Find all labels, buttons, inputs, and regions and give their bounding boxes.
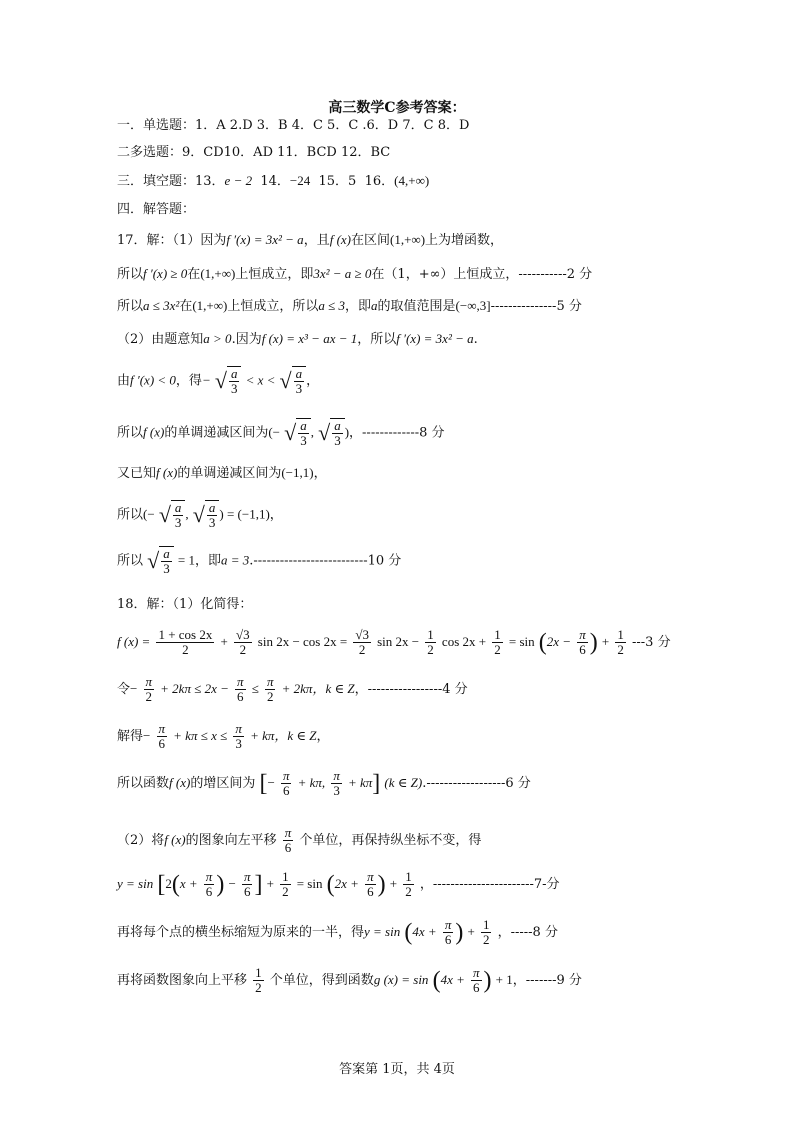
text: 又已知 bbox=[117, 466, 157, 481]
text: 所以 bbox=[117, 299, 144, 314]
text: 17．解：（1）因为 bbox=[117, 233, 227, 248]
denominator: 3 bbox=[334, 433, 341, 448]
numerator: 1 bbox=[617, 627, 624, 642]
formula: − bbox=[228, 876, 236, 891]
sqrt-a-over-3: √ $\frac{a}{3}$ bbox=[147, 546, 174, 576]
formula: a = 3 bbox=[220, 552, 250, 568]
numerator: a bbox=[163, 546, 170, 561]
text: .因为 bbox=[231, 332, 262, 347]
formula: , bbox=[310, 424, 314, 440]
denominator: 2 bbox=[405, 884, 412, 899]
formula: 2x + bbox=[334, 876, 359, 891]
text: 的取值范围是 bbox=[377, 299, 456, 314]
denominator: 2 bbox=[255, 980, 262, 995]
formula: (1,+∞) bbox=[200, 266, 236, 281]
denominator: 2 bbox=[427, 642, 434, 657]
formula: (− bbox=[268, 424, 280, 440]
formula: a > 0 bbox=[203, 331, 232, 346]
denominator: 2 bbox=[239, 642, 247, 657]
p18-line-8: 再将每个点的横坐标缩短为原来的一半，得y = sin (4x + $\frac{\pi}{6}$ ) + $\frac{1}{2}$ ，-----8 分 bbox=[117, 917, 558, 947]
p17-line-1 bbox=[117, 231, 503, 250]
formula: = 1 bbox=[177, 552, 195, 568]
formula: f (x) = x³ − ax − 1 bbox=[261, 331, 358, 346]
numerator: 1 bbox=[282, 869, 289, 884]
numerator: 1 bbox=[405, 869, 412, 884]
formula: ≤ bbox=[251, 681, 259, 696]
text: （2）将 bbox=[117, 833, 165, 848]
text: ---------------5 分 bbox=[490, 299, 582, 314]
denominator: 6 bbox=[237, 689, 244, 704]
denominator: 3 bbox=[230, 381, 238, 396]
formula: + bbox=[220, 634, 228, 649]
formula: f (x) bbox=[169, 775, 191, 790]
denominator: 2 bbox=[282, 884, 289, 899]
denominator: 3 bbox=[235, 736, 242, 751]
text: ，即 bbox=[194, 553, 221, 569]
formula: x + bbox=[179, 876, 198, 891]
numerator: π bbox=[237, 674, 244, 689]
label-14: 14． bbox=[260, 174, 290, 189]
formula: f (x) bbox=[164, 832, 186, 847]
text: 个单位，得到函数 bbox=[269, 973, 374, 988]
p18-line-3 bbox=[117, 675, 468, 704]
text: 的图象向左平移 bbox=[185, 833, 277, 848]
formula: + kπ bbox=[347, 775, 373, 790]
sqrt-a-over-3: √ $\frac{a}{3}$ bbox=[318, 418, 345, 448]
formula: (1,+∞) bbox=[192, 298, 228, 313]
fraction bbox=[365, 870, 376, 899]
denominator: 6 bbox=[205, 884, 213, 899]
formula: a ≤ 3x² bbox=[143, 298, 180, 313]
numerator: √3 bbox=[236, 627, 250, 642]
text: 所以 bbox=[117, 425, 144, 441]
fraction bbox=[233, 722, 244, 751]
text: ， bbox=[306, 373, 320, 389]
formula: f ′(x) = 3x² − a bbox=[226, 232, 304, 247]
formula: y = sin bbox=[117, 876, 154, 891]
text: ， bbox=[313, 466, 327, 481]
denominator: 2 bbox=[617, 642, 624, 657]
numerator: π bbox=[145, 674, 153, 689]
text: ，所以 bbox=[357, 332, 397, 347]
formula: f (x) = bbox=[117, 634, 151, 649]
text: 的增区间为 bbox=[190, 776, 256, 791]
formula: y = sin bbox=[364, 924, 401, 939]
page-title: 高三数学C参考答案： bbox=[328, 100, 466, 116]
denominator: 6 bbox=[473, 980, 480, 995]
p17-line-6 bbox=[117, 418, 445, 448]
formula: 3x² − a ≥ 0 bbox=[313, 266, 372, 281]
text: 再将每个点的横坐标缩短为原来的一半，得 bbox=[117, 925, 365, 940]
denominator: 6 bbox=[444, 932, 452, 947]
denominator: 2 bbox=[482, 932, 490, 947]
text: 在（1，+∞）上恒成立，-----------2 分 bbox=[371, 267, 593, 282]
denominator: 2 bbox=[182, 642, 189, 657]
formula: a ≤ 3 bbox=[318, 298, 346, 313]
text: 上恒成立，即 bbox=[235, 267, 314, 282]
numerator: π bbox=[158, 721, 166, 736]
numerator: √3 bbox=[355, 627, 369, 642]
formula: f (x) bbox=[143, 424, 165, 440]
p17-line-5 bbox=[117, 366, 319, 396]
text: 令 bbox=[117, 682, 131, 697]
formula: f (x) bbox=[329, 232, 351, 247]
answer-16: (4,+∞) bbox=[394, 173, 430, 188]
denominator: 2 bbox=[145, 689, 152, 704]
fraction bbox=[280, 870, 291, 899]
text: .------------------6 分 bbox=[422, 776, 531, 791]
formula: (k ∈ Z) bbox=[384, 775, 423, 790]
numerator: π bbox=[367, 869, 374, 884]
p18-line-1: 18．解：（1）化简得： bbox=[117, 597, 253, 612]
text: ，-----------------4 分 bbox=[354, 682, 468, 697]
formula: + bbox=[389, 876, 398, 891]
sqrt-a-over-3: √ $\frac{a}{3}$ bbox=[280, 366, 307, 396]
fraction bbox=[481, 918, 492, 947]
fraction bbox=[577, 628, 588, 657]
fraction bbox=[234, 628, 252, 657]
p17-line-2 bbox=[117, 265, 592, 284]
fraction bbox=[253, 966, 264, 995]
formula: < x < bbox=[245, 372, 276, 388]
fraction bbox=[157, 722, 168, 751]
p17-line-3 bbox=[117, 297, 582, 316]
formula: ) bbox=[344, 424, 350, 440]
numerator: 1 + cos 2x bbox=[158, 627, 213, 642]
numerator: π bbox=[266, 674, 274, 689]
numerator: π bbox=[579, 627, 586, 642]
multi-choice-answers: 二多选题：9．CD10．AD 11．BCD 12．BC bbox=[117, 145, 391, 160]
denominator: 3 bbox=[163, 561, 170, 576]
numerator: π bbox=[205, 869, 213, 884]
text: ，即 bbox=[345, 299, 372, 314]
formula: + kπ ≤ x ≤ bbox=[173, 728, 228, 743]
numerator: 1 bbox=[482, 917, 490, 932]
fraction bbox=[265, 675, 276, 704]
p17-line-4 bbox=[117, 330, 478, 349]
fraction bbox=[492, 628, 503, 657]
denominator: 6 bbox=[284, 840, 292, 855]
p17-line-9 bbox=[117, 546, 401, 576]
formula: 4x + bbox=[412, 924, 437, 939]
fraction bbox=[425, 628, 436, 657]
fraction bbox=[471, 966, 482, 995]
p18-line-5: 所以函数f (x)的增区间为 [− $\frac{\pi}{6}$ + kπ, $\frac{\pi}{3}$ + kπ] (k ∈ Z).------------------6 分 bbox=[117, 768, 531, 798]
fraction bbox=[615, 628, 626, 657]
formula: , bbox=[185, 506, 189, 522]
text: ， bbox=[316, 729, 330, 744]
p18-line-9: 再将函数图象向上平移 $\frac{1}{2}$ 个单位，得到函数g (x) = sin (4x + $\frac{\pi}{6}$ ) + 1，-------9 分 bbox=[117, 965, 582, 995]
fill-blank-prefix: 三．填空题：13． bbox=[117, 174, 225, 189]
text: . bbox=[473, 332, 478, 347]
numerator: π bbox=[333, 768, 340, 783]
p18-line-4 bbox=[117, 722, 330, 751]
fraction bbox=[331, 769, 342, 798]
text: 个单位，再保持纵坐标不变，得 bbox=[299, 833, 482, 848]
formula: k ∈ Z bbox=[287, 728, 317, 743]
formula: ) = (−1,1) bbox=[219, 506, 270, 522]
sqrt-a-over-3: √ $\frac{a}{3}$ bbox=[159, 500, 186, 530]
text: ， bbox=[269, 507, 283, 523]
text: 所以 bbox=[117, 267, 144, 282]
formula: sin 2x − bbox=[377, 634, 420, 649]
formula: f ′(x) ≥ 0 bbox=[143, 266, 188, 281]
denominator: 3 bbox=[333, 783, 340, 798]
formula: = sin bbox=[296, 876, 323, 891]
numerator: a bbox=[230, 366, 238, 381]
denominator: 3 bbox=[300, 433, 307, 448]
formula: (1,+∞) bbox=[390, 232, 426, 247]
text: ，-------------8 分 bbox=[349, 425, 445, 441]
text: 的单调递减区间为 bbox=[177, 466, 282, 481]
page-footer: 答案第 1页，共 4页 bbox=[339, 1062, 455, 1077]
text: 由 bbox=[117, 373, 131, 389]
text: ，且 bbox=[303, 233, 330, 248]
formula: + 1 bbox=[495, 972, 513, 987]
formula: + 2kπ ≤ 2x − bbox=[160, 681, 229, 696]
numerator: 1 bbox=[427, 627, 434, 642]
text: 解得 bbox=[117, 729, 144, 744]
denominator: 2 bbox=[358, 642, 366, 657]
denominator: 2 bbox=[266, 689, 274, 704]
formula: + bbox=[601, 634, 610, 649]
fraction bbox=[283, 826, 294, 855]
formula: − bbox=[267, 775, 275, 790]
formula: + kπ, bbox=[297, 775, 326, 790]
formula: − bbox=[201, 372, 211, 388]
formula: (−∞,3] bbox=[455, 298, 491, 313]
formula: (− bbox=[143, 506, 155, 522]
formula: k ∈ Z bbox=[325, 681, 355, 696]
answer-15: 15．5 bbox=[318, 174, 357, 189]
p18-line-7: y = sin [2(x + $\frac{\pi}{6}$ ) − $\frac{\pi}{6}$ ] + $\frac{1}{2}$ = sin (2x + $\frac{\pi}{6}$ ) + $\frac{1}{2}$ ，-----------------------7-分 bbox=[117, 869, 560, 899]
sqrt-a-over-3: √ $\frac{a}{3}$ bbox=[193, 500, 220, 530]
denominator: 3 bbox=[208, 515, 216, 530]
formula: 2 bbox=[165, 876, 172, 891]
formula: + kπ， bbox=[250, 728, 288, 743]
text: 的单调递减区间为 bbox=[164, 425, 269, 441]
formula: − bbox=[143, 728, 151, 743]
fraction bbox=[156, 628, 214, 657]
fraction bbox=[443, 918, 454, 947]
formula: f (x) bbox=[156, 465, 178, 480]
answer-13: e − 2 bbox=[224, 173, 253, 188]
numerator: π bbox=[473, 965, 480, 980]
formula: f ′(x) < 0 bbox=[130, 372, 176, 388]
denominator: 6 bbox=[243, 884, 251, 899]
formula: = sin bbox=[508, 634, 535, 649]
text: 在区间 bbox=[351, 233, 391, 248]
text: ，得 bbox=[175, 373, 202, 389]
numerator: a bbox=[334, 418, 341, 433]
fraction bbox=[204, 870, 215, 899]
answer-14: −24 bbox=[289, 173, 311, 188]
numerator: a bbox=[208, 500, 216, 515]
fill-blank-answers bbox=[117, 172, 429, 191]
formula: sin 2x − cos 2x = bbox=[257, 634, 348, 649]
p18-line-6 bbox=[117, 826, 481, 855]
denominator: 3 bbox=[295, 381, 303, 396]
sqrt-a-over-3: √ $\frac{a}{3}$ bbox=[215, 366, 242, 396]
fraction bbox=[235, 675, 246, 704]
formula: f ′(x) = 3x² − a bbox=[396, 331, 474, 346]
text: 在 bbox=[187, 267, 201, 282]
numerator: 1 bbox=[255, 965, 262, 980]
numerator: π bbox=[282, 768, 290, 783]
numerator: π bbox=[444, 917, 452, 932]
p17-line-8 bbox=[117, 500, 283, 530]
text: ---3 分 bbox=[632, 635, 671, 650]
text: （2）由题意知 bbox=[117, 332, 204, 347]
fraction bbox=[281, 769, 292, 798]
formula: + bbox=[467, 924, 475, 939]
text: 所以函数 bbox=[117, 776, 170, 791]
fraction bbox=[403, 870, 414, 899]
denominator: 2 bbox=[494, 642, 501, 657]
numerator: π bbox=[243, 869, 251, 884]
denominator: 3 bbox=[174, 515, 182, 530]
formula: 2x − bbox=[546, 634, 572, 649]
numerator: π bbox=[235, 721, 242, 736]
formula: + 2kπ， bbox=[281, 681, 326, 696]
text: 在 bbox=[179, 299, 193, 314]
text: 所以 bbox=[117, 507, 144, 523]
formula: g (x) = sin bbox=[373, 972, 429, 987]
numerator: a bbox=[300, 418, 307, 433]
section-four-heading: 四．解答题： bbox=[117, 202, 196, 217]
formula: 4x + bbox=[440, 972, 465, 987]
numerator: π bbox=[284, 825, 292, 840]
text: ，-----8 分 bbox=[497, 925, 558, 940]
numerator: 1 bbox=[494, 627, 501, 642]
single-choice-answers: 一．单选题：1．A 2.D 3．B 4．C 5．C .6．D 7．C 8．D bbox=[117, 118, 470, 133]
text: ，-------9 分 bbox=[512, 973, 582, 988]
formula: − bbox=[130, 681, 138, 696]
numerator: a bbox=[295, 366, 303, 381]
text: ，-----------------------7-分 bbox=[419, 877, 560, 892]
text: 再将函数图象向上平移 bbox=[117, 973, 248, 988]
text: .--------------------------10 分 bbox=[249, 553, 402, 569]
formula: a bbox=[371, 298, 378, 313]
formula: cos 2x + bbox=[441, 634, 487, 649]
text: 上恒成立，所以 bbox=[227, 299, 319, 314]
formula: (−1,1) bbox=[281, 465, 314, 480]
fraction bbox=[242, 870, 253, 899]
denominator: 6 bbox=[282, 783, 290, 798]
text: 上为增函数， bbox=[425, 233, 504, 248]
text: 所以 bbox=[117, 553, 144, 569]
numerator: a bbox=[174, 500, 182, 515]
denominator: 6 bbox=[158, 736, 165, 751]
fraction bbox=[144, 675, 155, 704]
denominator: 6 bbox=[579, 642, 586, 657]
p17-line-7 bbox=[117, 464, 327, 483]
label-16: 16． bbox=[364, 174, 395, 189]
fraction bbox=[353, 628, 371, 657]
formula: + bbox=[266, 876, 274, 891]
denominator: 6 bbox=[367, 884, 374, 899]
sqrt-a-over-3: √ $\frac{a}{3}$ bbox=[284, 418, 311, 448]
p18-line-2: f (x) = $\frac{1 + \cos 2x}{2}$ + $\frac{√3}{2}$ sin 2x − cos 2x = $\frac{√3}{2}$ sin 2x − $\frac{1}{2}$ cos 2x + $\frac{1}{2}$ = sin (2x − $\frac{\pi}{6}$ ) + $\frac{1}{2}$ ---3 分 bbox=[117, 627, 671, 657]
